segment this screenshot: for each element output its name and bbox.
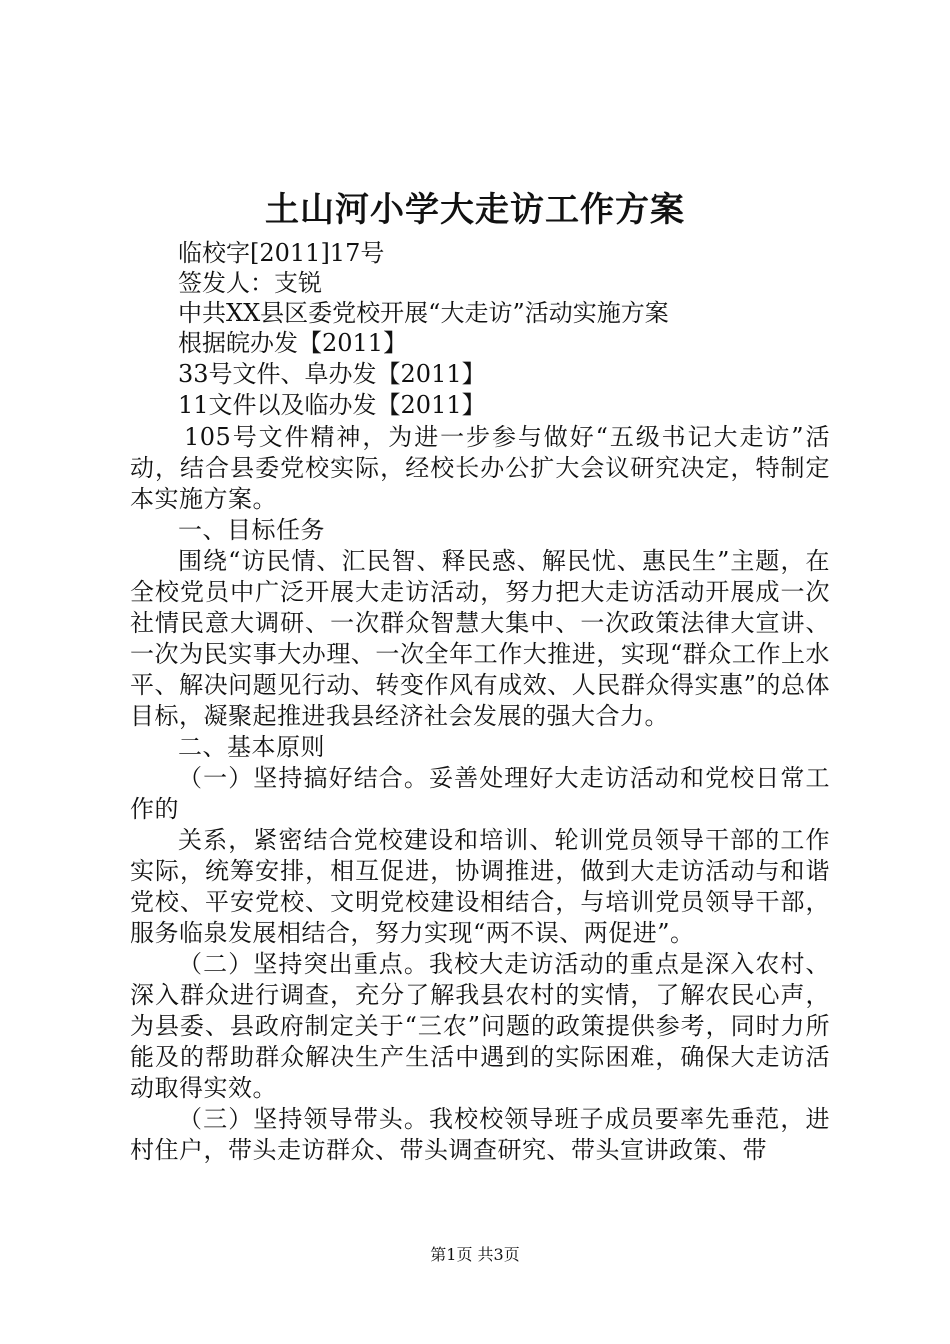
section-heading-goals: 一、目标任务 [178,516,325,544]
reference-line-2: 33号文件、阜办发【2011】 [178,360,486,388]
page-footer: 第1页 共3页 [430,1245,520,1264]
document-body [130,422,830,1166]
reference-line-1: 根据皖办发【2011】 [178,329,408,357]
paragraph-principle-1-head: （一）坚持搞好结合。妥善处理好大走访活动和党校日常工作的 [130,764,830,823]
section-heading-principles: 二、基本原则 [178,733,325,761]
doc-number: 临校字[2011]17号 [178,239,385,267]
issuer-line: 签发人：支锐 [178,269,322,297]
paragraph-principle-3: （三）坚持领导带头。我校校领导班子成员要率先垂范，进村住户，带头走访群众、带头调查研究、带头宣讲政策、带 [130,1105,830,1164]
plan-subtitle: 中共XX县区委党校开展“大走访”活动实施方案 [178,299,669,327]
paragraph-intro: 105号文件精神，为进一步参与做好“五级书记大走访”活动，结合县委党校实际，经校长办公扩大会议研究决定，特制定本实施方案。 [130,423,830,513]
paragraph-principle-2: （二）坚持突出重点。我校大走访活动的重点是深入农村、深入群众进行调查，充分了解我县农村的实情，了解农民心声，为县委、县政府制定关于“三农”问题的政策提供参考，同时力所能及的帮助群众解决生产生活中遇到的实际困难，确保大走访活动取得实效。 [130,950,830,1102]
reference-line-3: 11文件以及临办发【2011】 [178,391,486,419]
paragraph-principle-1-body: 关系，紧密结合党校建设和培训、轮训党员领导干部的工作实际，统筹安排，相互促进，协调推进，做到大走访活动与和谐党校、平安党校、文明党校建设相结合，与培训党员领导干部，服务临泉发展相结合，努力实现“两不误、两促进”。 [130,826,830,947]
paragraph-goals: 围绕“访民情、汇民智、释民惑、解民忧、惠民生”主题，在全校党员中广泛开展大走访活动，努力把大走访活动开展成一次社情民意大调研、一次群众智慧大集中、一次政策法律大宣讲、一次为民实事大办理、一次全年工作大推进，实现“群众工作上水平、解决问题见行动、转变作风有成效、人民群众得实惠”的总体目标，凝聚起推进我县经济社会发展的强大合力。 [130,547,830,730]
document-title: 土山河小学大走访工作方案 [265,190,685,230]
